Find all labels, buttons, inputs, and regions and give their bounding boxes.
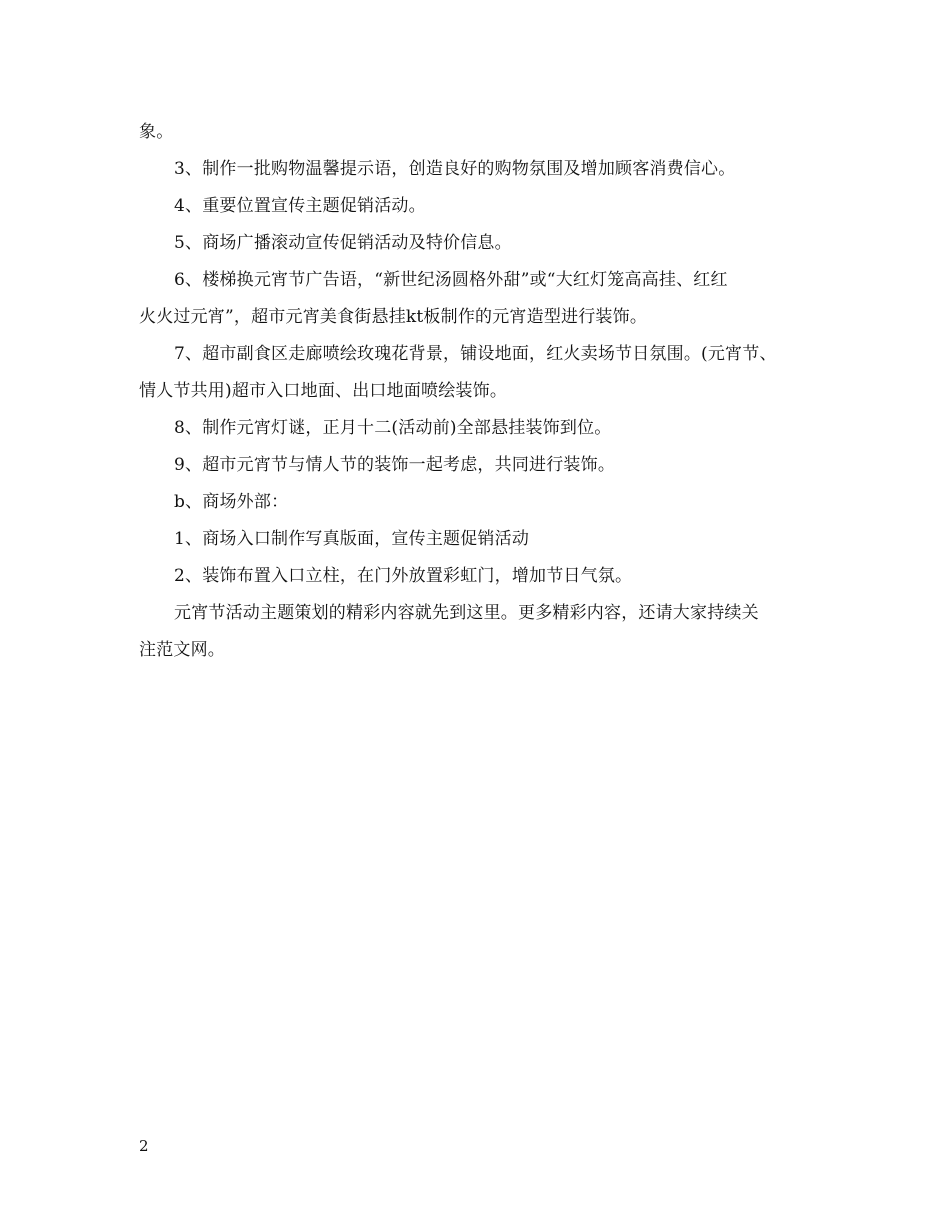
text-line: 9、超市元宵节与情人节的装饰一起考虑，共同进行装饰。 — [174, 455, 616, 475]
section-heading: b、商场外部： — [174, 492, 289, 512]
text-line: 注范文网。 — [139, 640, 225, 660]
page-number: 2 — [139, 1137, 149, 1155]
text-line: 元宵节活动主题策划的精彩内容就先到这里。更多精彩内容，还请大家持续关 — [174, 603, 759, 623]
text-line: 4、重要位置宣传主题促销活动。 — [174, 196, 426, 216]
text-line: 1、商场入口制作写真版面，宣传主题促销活动 — [174, 529, 530, 549]
text-line: 情人节共用)超市入口地面、出口地面喷绘装饰。 — [139, 381, 508, 401]
text-line: 5、商场广播滚动宣传促销活动及特价信息。 — [174, 233, 512, 253]
text-line: 火火过元宵”，超市元宵美食街悬挂kt板制作的元宵造型进行装饰。 — [139, 307, 648, 327]
text-line: 8、制作元宵灯谜，正月十二(活动前)全部悬挂装饰到位。 — [174, 418, 612, 438]
text-line: 7、超市副食区走廊喷绘玫瑰花背景，铺设地面，红火卖场节日氛围。(元宵节、 — [174, 344, 777, 364]
text-line: 6、楼梯换元宵节广告语，“新世纪汤圆格外甜”或“大红灯笼高高挂、红红 — [174, 270, 728, 290]
text-line: 3、制作一批购物温馨提示语，创造良好的购物氛围及增加顾客消费信心。 — [174, 159, 736, 179]
document-body — [139, 114, 829, 669]
text-line: 象。 — [139, 122, 174, 142]
text-line: 2、装饰布置入口立柱，在门外放置彩虹门，增加节日气氛。 — [174, 566, 633, 586]
